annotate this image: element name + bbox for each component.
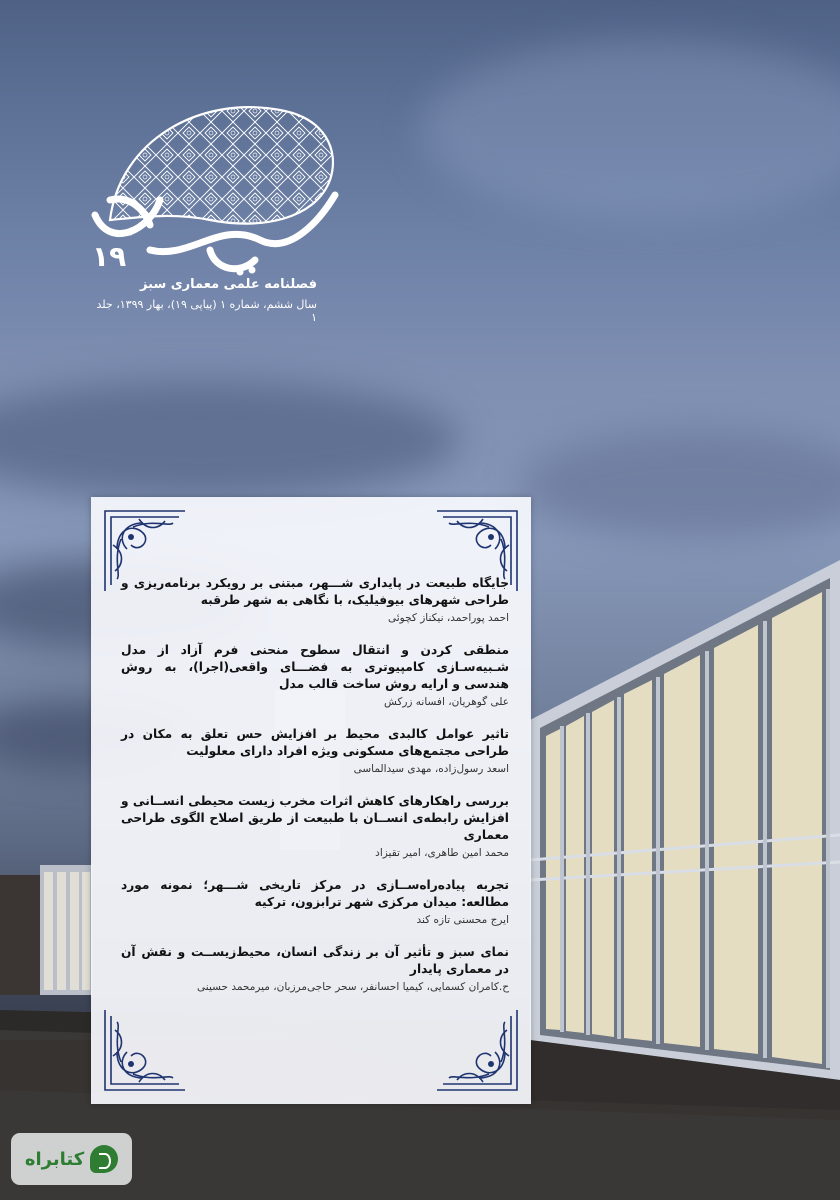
article-authors: ایرج محسنی تازه کند <box>416 914 509 926</box>
journal-name: فصلنامه علمی معماری سبز <box>140 277 317 292</box>
article-authors: محمد امین طاهری، امیر تقیزاد <box>375 847 509 859</box>
article-authors: ح.کامران کسمایی، کیمیا احسانفر، سحر حاجی‌مرزبان، میرمحمد حسینی <box>197 981 509 993</box>
article-authors: علی گوهریان، افسانه زرکش <box>383 696 509 708</box>
article-title: جایگاه طبیعت در پایداری شـــهر، مبتنی بر رویکرد برنامه‌ریزی و طراحی شهرهای بیوفیلیک، با نگاهی به شهر طرقبه <box>121 576 509 607</box>
publisher-badge[interactable] <box>11 1133 132 1185</box>
article-title: تاثیر عوامل کالبدی محیط بر افزایش حس تعلق به مکان در طراحی مجتمع‌های مسکونی ویژه افراد دارای معلولیت <box>121 727 509 758</box>
ornament-corner-icon <box>103 1008 187 1092</box>
article-entry <box>121 575 509 626</box>
article-title: بررسی راهکارهای کاهش اثرات مخرب زیست محیطی انســانی و افزایش رابطه‌ی انســان با طبیعت از طریق اصلاح الگوی طراحی معماری <box>121 794 509 842</box>
article-entry <box>121 944 509 995</box>
ornament-corner-icon <box>435 1008 519 1092</box>
article-authors: اسعد رسول‌زاده، مهدی سیدالماسی <box>353 763 509 775</box>
issue-number: ۱۹ <box>92 240 127 273</box>
article-list <box>121 575 509 1011</box>
article-entry <box>121 642 509 710</box>
article-authors: احمد پوراحمد، نیکناز کچوئی <box>387 612 509 624</box>
issue-details: سال ششم، شماره ۱ (پیاپی ۱۹)، بهار ۱۳۹۹، جلد ۱ <box>96 298 317 324</box>
article-entry <box>121 793 509 861</box>
table-of-contents-panel <box>91 497 531 1104</box>
publisher-badge-label: کتابراه <box>24 1148 85 1170</box>
article-title: نمای سبز و تأثیر آن بر زندگی انسان، محیط‌زیســت و نقش آن در معماری پایدار <box>121 945 509 976</box>
article-title: منطقی کردن و انتقال سطوح منحنی فرم آزاد از مدل شـبیه‌سـازی کامپیوتری به فضـــای واقعی(اجرا)، به روش هندسی و ارایه روش ساخت قالب مدل <box>121 643 509 691</box>
ketabrah-logo-icon <box>90 1145 118 1173</box>
article-entry <box>121 726 509 777</box>
article-entry <box>121 877 509 928</box>
article-title: تجربه پیاده‌راه‌ســازی در مرکز تاریخی شـــهر؛ نمونه مورد مطالعه: میدان مرکزی شهر ترابزون، ترکیه <box>121 878 509 909</box>
